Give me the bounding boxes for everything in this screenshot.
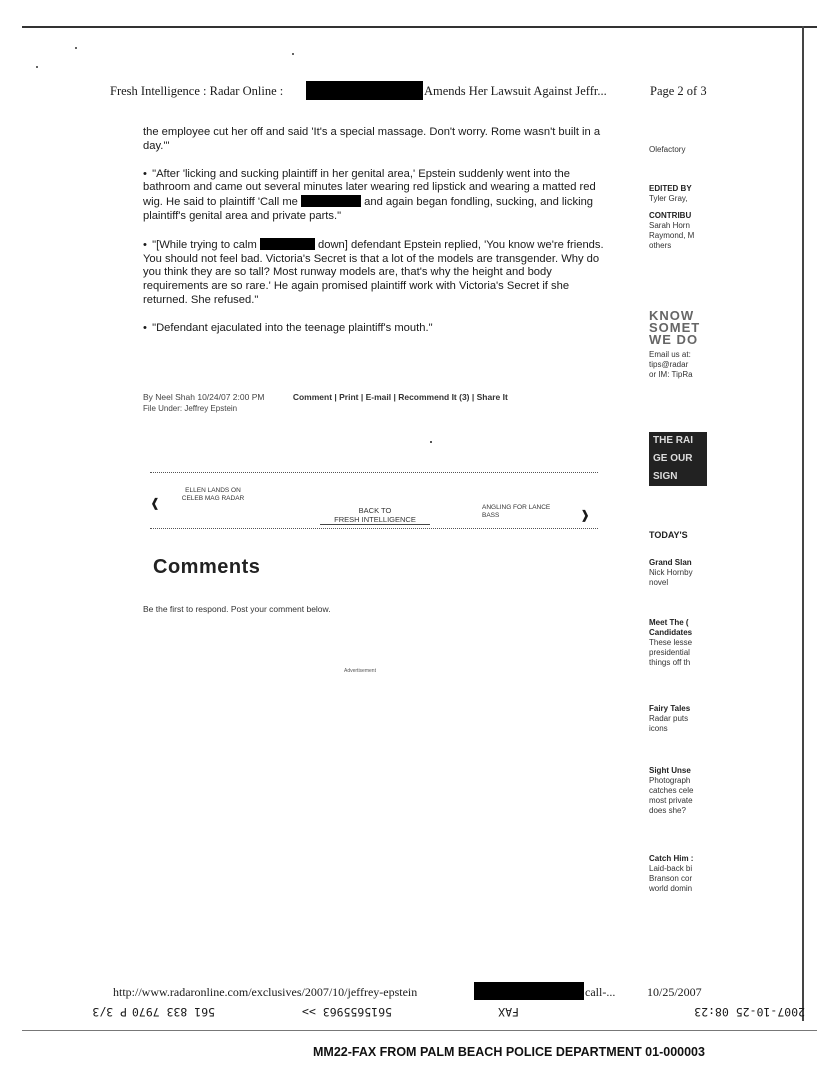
fax-number: 5615655963 >> [301, 1005, 392, 1019]
promo-text: GE OUR [649, 450, 707, 468]
next-article-link[interactable] [482, 504, 577, 520]
divider [150, 472, 598, 473]
redaction-box [306, 81, 423, 100]
prev-article-link[interactable] [163, 487, 263, 503]
story-text: world domin [649, 884, 693, 893]
ad-label: Advertisement [344, 668, 376, 674]
article-paragraph [143, 126, 613, 154]
story-text: novel [649, 578, 669, 587]
sidebar-story[interactable] [649, 854, 707, 894]
story-text: Laid-back bi [649, 864, 693, 873]
sidebar-story[interactable] [649, 704, 707, 734]
byline [143, 392, 508, 402]
sidebar-email-link[interactable]: tips@radar [649, 360, 689, 369]
article-actions[interactable]: Comment | Print | E-mail | Recommend It (3) | Share It [292, 392, 508, 402]
sidebar-story[interactable] [649, 618, 707, 668]
story-title: Candidates [649, 628, 693, 637]
page-number: Page 2 of 3 [650, 84, 707, 98]
sidebar-text: Tyler Gray, [649, 194, 688, 203]
article-bullet [143, 168, 613, 224]
sidebar-text: others [649, 241, 672, 250]
redaction-box [260, 238, 315, 250]
story-text: Nick Hornby [649, 568, 693, 577]
sidebar-story[interactable] [649, 766, 707, 816]
sidebar-tips [649, 310, 707, 380]
nav-label: BASS [482, 512, 500, 519]
article-bullet [143, 238, 613, 308]
page-edge-right [802, 26, 804, 1021]
sidebar-text: or IM: TipRa [649, 370, 693, 379]
site-title: Fresh Intelligence : Radar Online : [110, 84, 284, 98]
paragraph-text: "After 'licking and sucking plaintiff in her genital area,' Epstein suddenly went into the bathroom and came out several minutes later wearing red lipstick and wearing a matted red wig. He said to plaintiff 'Call me [143, 167, 596, 209]
nav-label: FRESH INTELLIGENCE [320, 515, 430, 525]
bullet-icon: • [143, 167, 147, 180]
article-body [143, 126, 613, 350]
sidebar-heading: SOMET [649, 320, 701, 335]
bates-stamp: MM22-FAX FROM PALM BEACH POLICE DEPARTMENT 01-000003 [313, 1045, 705, 1059]
story-title: Grand Slan [649, 558, 692, 567]
story-text: Photograph [649, 776, 691, 785]
sidebar-promo-banner[interactable] [649, 432, 707, 486]
print-date: 10/25/2007 [647, 985, 702, 999]
fax-datetime: 2007-10-25 08:23 [694, 1005, 805, 1019]
fax-header-line [85, 1003, 805, 1019]
story-title: Fairy Tales [649, 704, 691, 713]
next-arrow-icon[interactable]: ❱ [580, 508, 591, 522]
article-title: Amends Her Lawsuit Against Jeffr... [424, 84, 607, 98]
scan-speck [75, 47, 77, 49]
story-text: Branson cor [649, 874, 693, 883]
page-url-tail: call-... [585, 985, 616, 999]
prev-arrow-icon[interactable]: ❰ [150, 496, 161, 510]
paragraph-text: "[While trying to calm [152, 238, 257, 251]
promo-text: THE RAI [649, 432, 707, 450]
redaction-box [301, 195, 361, 207]
paragraph-text: "Defendant ejaculated into the teenage plaintiff's mouth." [152, 321, 433, 334]
sidebar-heading: TODAY'S [649, 530, 688, 540]
paragraph-text: the employee cut her off and said 'It's a special massage. Don't worry. Rome wasn't built in a day.'" [143, 126, 601, 152]
story-title: Sight Unse [649, 766, 691, 775]
story-text: most private [649, 796, 693, 805]
page-url: http://www.radaronline.com/exclusives/2007/10/jeffrey-epstein [113, 985, 418, 999]
sidebar-heading: WE DO [649, 332, 699, 347]
sidebar-story[interactable] [649, 558, 707, 588]
promo-text: SIGN [649, 468, 707, 486]
bullet-icon: • [143, 238, 147, 251]
story-text: catches cele [649, 786, 694, 795]
page-edge-bottom [22, 1030, 817, 1031]
fax-destination: 561 833 7970 [131, 1005, 215, 1019]
sidebar-text: Raymond, M [649, 231, 695, 240]
story-title: Meet The ( [649, 618, 689, 627]
scan-speck [430, 441, 432, 443]
sidebar-text: Email us at: [649, 350, 691, 359]
redaction-box [474, 982, 584, 1000]
story-text: These lesse [649, 638, 693, 647]
fax-label: FAX [498, 1005, 519, 1019]
bullet-icon: • [143, 321, 147, 334]
author-date: By Neel Shah 10/24/07 2:00 PM [143, 392, 265, 402]
sidebar-link[interactable]: Olefactory [649, 145, 686, 154]
page-edge-top [22, 26, 817, 28]
story-title: Catch Him : [649, 854, 694, 863]
scan-speck [292, 53, 294, 55]
story-text: things off th [649, 658, 691, 667]
story-text: does she? [649, 806, 686, 815]
paragraph-text: down] defendant Epstein replied, 'You know we're friends. You should not feel bad. Victoria's Secret is that a lot of the models are transgender. Why do you think they are so tall? Most runway models are, that's why the height and body requirements are so rare.' He again promised plaintiff work with Victoria's Secret if she returned. She refused." [143, 238, 604, 306]
file-under-tag[interactable]: File Under: Jeffrey Epstein [143, 404, 238, 413]
nav-label: BACK TO [358, 506, 392, 515]
story-text: icons [649, 724, 668, 733]
nav-label: ELLEN LANDS ON [185, 487, 241, 494]
sidebar-heading: EDITED BY [649, 184, 692, 193]
story-text: Radar puts [649, 714, 689, 723]
sidebar-text: Sarah Horn [649, 221, 690, 230]
comments-heading: Comments [153, 556, 261, 578]
back-link[interactable] [320, 506, 430, 525]
comments-prompt: Be the first to respond. Post your comment below. [143, 604, 331, 614]
divider [150, 528, 598, 529]
fax-page: P 3/3 [92, 1005, 127, 1019]
sidebar-credits [649, 184, 707, 251]
nav-label: ANGLING FOR LANCE [482, 504, 551, 511]
nav-label: CELEB MAG RADAR [181, 495, 245, 502]
sidebar-heading: KNOW [649, 310, 695, 323]
story-text: presidential [649, 648, 690, 657]
paragraph-text: and again began fondling, sucking, and licking plaintiff's genital area and private parts." [143, 196, 594, 222]
scan-speck [36, 66, 38, 68]
article-bullet [143, 322, 613, 336]
sidebar-heading: CONTRIBU [649, 211, 692, 220]
